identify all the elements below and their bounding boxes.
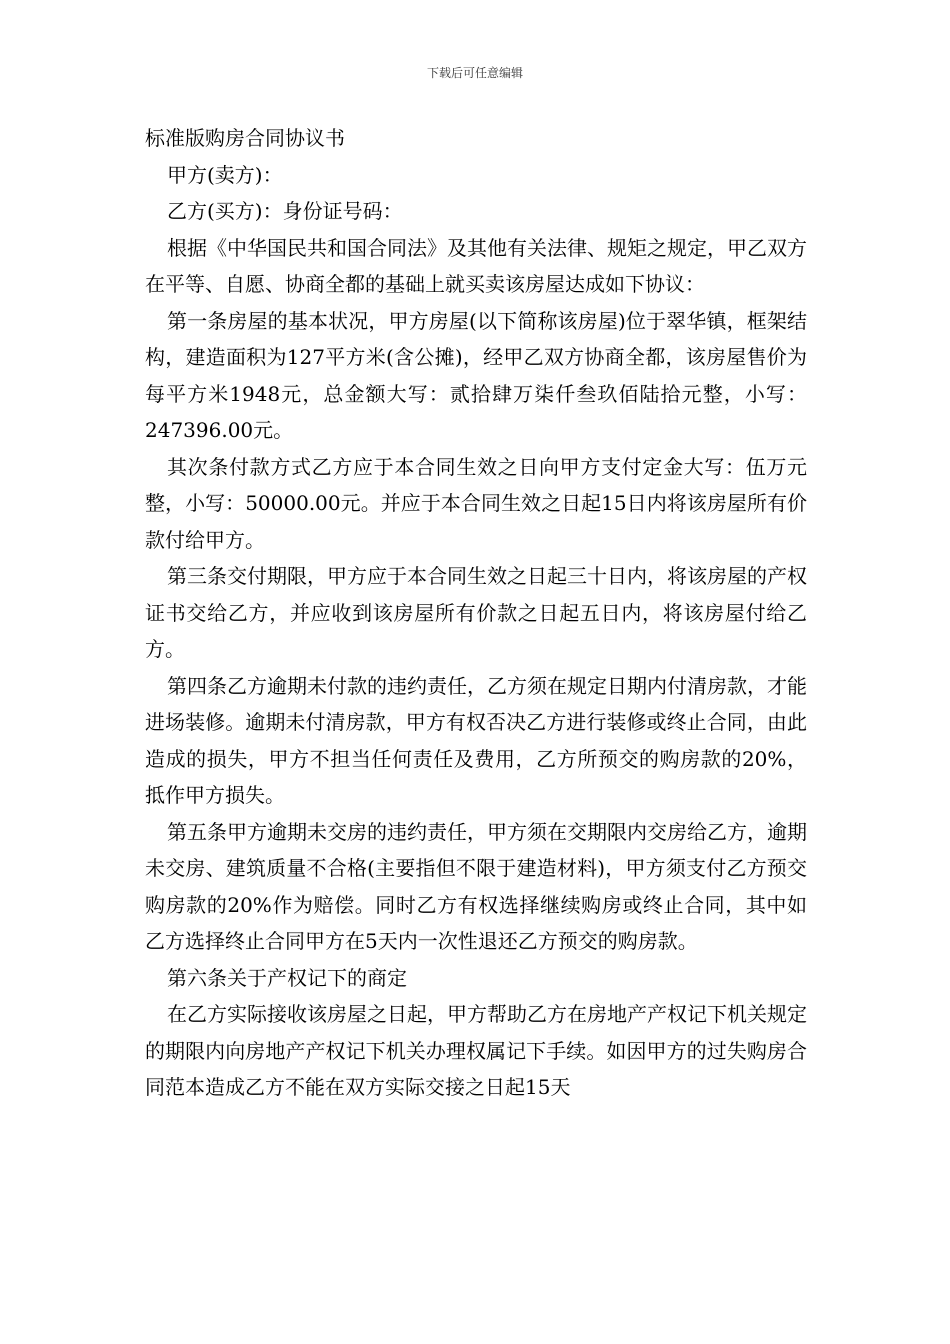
article-6-heading: 第六条关于产权记下的商定: [167, 965, 407, 990]
document-body: [145, 120, 807, 1106]
article-4-paragraph: 第四条乙方逾期未付款的违约责任，乙方须在规定日期内付清房款，才能进场装修。逾期未付清房款，甲方有权否决乙方进行装修或终止合同，由此造成的损失，甲方不担当任何责任及费用，乙方所预交的购房款的20%，抵作甲方损失。: [145, 673, 807, 807]
article-2-paragraph: 其次条付款方式乙方应于本合同生效之日向甲方支付定金大写：伍万元整，小写：50000.00元。并应于本合同生效之日起15日内将该房屋所有价款付给甲方。: [145, 454, 807, 552]
article-1-paragraph: 第一条房屋的基本状况，甲方房屋(以下简称该房屋)位于翠华镇，框架结构，建造面积为127平方米(含公摊)，经甲乙双方协商全都，该房屋售价为每平方米1948元，总金额大写：贰拾肆万柒仟叁玖佰陆拾元整，小写：247396.00元。: [145, 308, 807, 442]
article-6-paragraph: 在乙方实际接收该房屋之日起，甲方帮助乙方在房地产产权记下机关规定的期限内向房地产产权记下机关办理权属记下手续。如因甲方的过失购房合同范本造成乙方不能在双方实际交接之日起15天: [145, 1002, 807, 1099]
document-title: 标准版购房合同协议书: [145, 126, 345, 150]
article-3-paragraph: 第三条交付期限，甲方应于本合同生效之日起三十日内，将该房屋的产权证书交给乙方，并应收到该房屋所有价款之日起五日内，将该房屋付给乙方。: [145, 564, 807, 661]
preamble-paragraph: 根据《中华国民共和国合同法》及其他有关法律、规矩之规定，甲乙双方在平等、自愿、协商全都的基础上就买卖该房屋达成如下协议：: [145, 235, 807, 296]
party-b-line: 乙方(买方)：身份证号码：: [167, 199, 403, 223]
page-header-note: 下载后可任意编辑: [426, 66, 523, 80]
party-a-line: 甲方(卖方)：: [167, 162, 283, 187]
article-5-paragraph: 第五条甲方逾期未交房的违约责任，甲方须在交期限内交房给乙方，逾期未交房、建筑质量不合格(主要指但不限于建造材料)，甲方须支付乙方预交购房款的20%作为赔偿。同时乙方有权选择继续购房或终止合同，其中如乙方选择终止合同甲方在5天内一次性退还乙方预交的购房款。: [145, 819, 807, 953]
